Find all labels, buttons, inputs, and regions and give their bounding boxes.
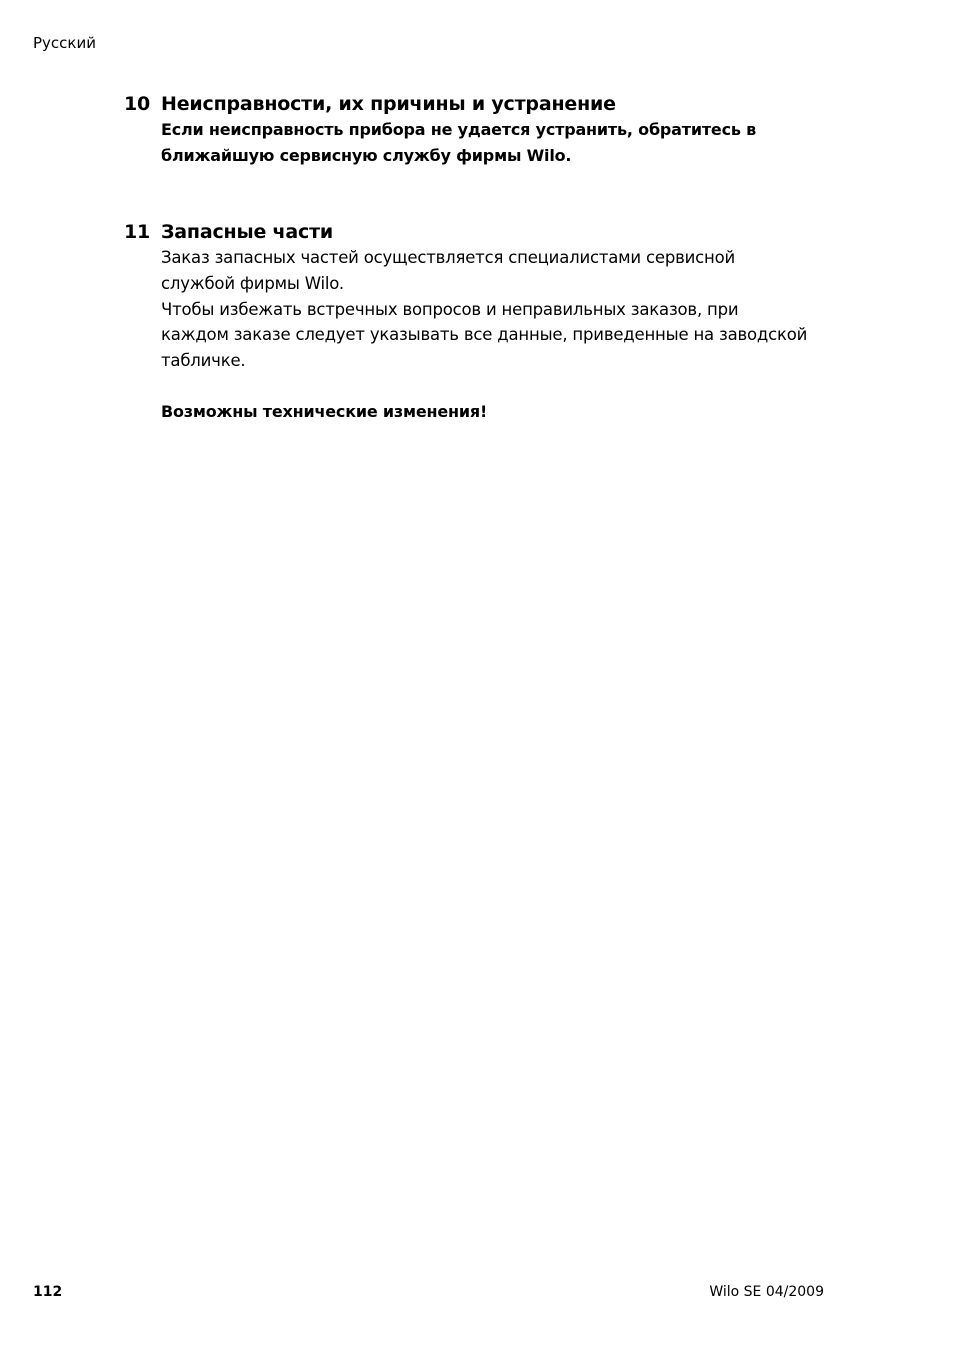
publisher-date: Wilo SE 04/2009 — [709, 1284, 824, 1300]
technical-changes-notice: Возможны технические изменения! — [161, 402, 488, 421]
section-number: 11 — [124, 221, 151, 243]
section-heading — [124, 221, 834, 243]
body-line: Если неисправность прибора не удается устранить, обратитесь в — [161, 120, 757, 139]
body-line: Заказ запасных частей осуществляется специалистами сервисной — [161, 248, 736, 267]
section-title: Запасные части — [161, 221, 333, 243]
section-troubleshooting — [124, 93, 834, 169]
page-number: 112 — [33, 1284, 63, 1300]
section-number: 10 — [124, 93, 151, 115]
section-title: Неисправности, их причины и устранение — [161, 93, 616, 115]
section-spare-parts — [124, 221, 834, 374]
body-line: каждом заказе следует указывать все данные, приведенные на заводской — [161, 325, 808, 345]
body-line: ближайшую сервисную службу фирмы Wilo. — [161, 145, 572, 165]
section-heading — [124, 93, 834, 115]
section-body — [161, 117, 834, 169]
language-label: Русский — [33, 34, 96, 52]
body-line: табличке. — [161, 351, 246, 371]
section-body — [161, 245, 834, 374]
body-line: Чтобы избежать встречных вопросов и неправильных заказов, при — [161, 299, 739, 319]
body-line: службой фирмы Wilo. — [161, 273, 344, 293]
